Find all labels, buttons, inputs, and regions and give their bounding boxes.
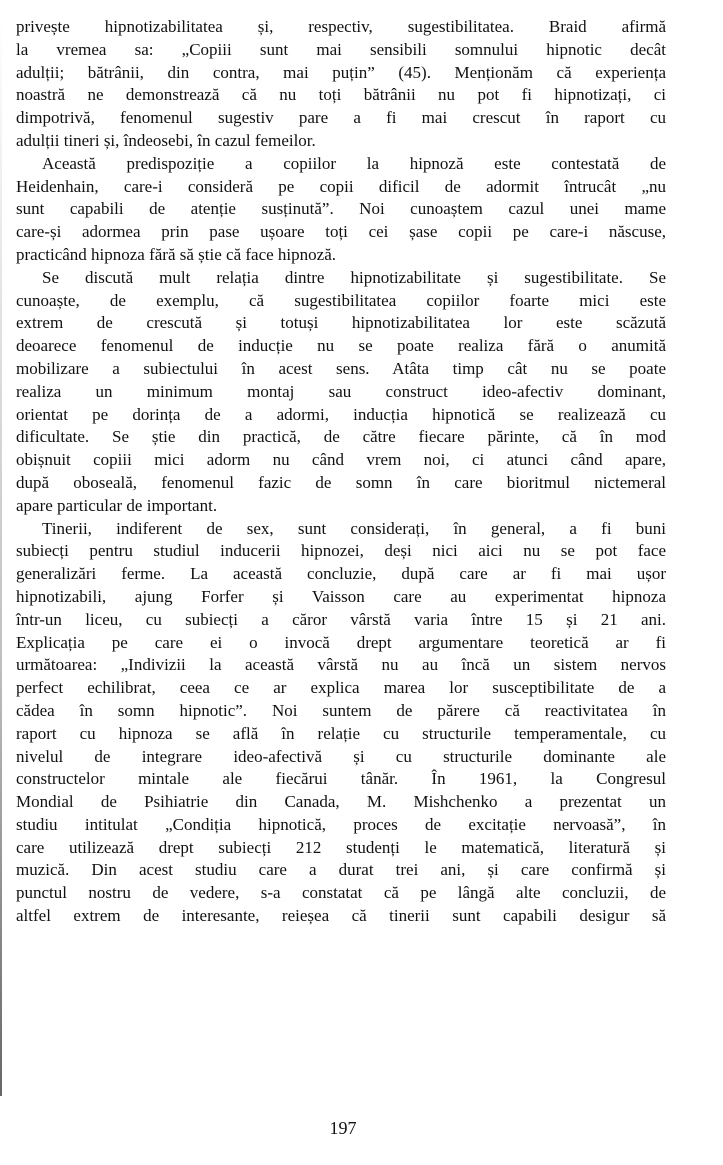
text-line: Tinerii, indiferent de sex, sunt considerați, în general, a fi buni xyxy=(42,518,666,538)
text-line: Heidenhain, care-i consideră pe copii dificil de adormit întrucât „nu xyxy=(16,176,666,196)
text-line: dimpotrivă, fenomenul sugestiv pare a fi mai crescut în raport cu xyxy=(16,108,666,128)
text-line: punctul nostru de vedere, s-a constatat că pe lângă alte concluzii, de xyxy=(16,883,666,903)
text-line: Explicația pe care ei o invocă drept argumentare teoretică ar fi xyxy=(16,632,666,652)
text-line: cunoaște, de exemplu, că sugestibilitatea copiilor foarte mici este xyxy=(16,290,666,310)
paragraph-1 xyxy=(16,16,666,153)
text-line: subiecți pentru studiul inducerii hipnozei, deși nici aici nu se pot face xyxy=(16,541,666,561)
text-line: studiu intitulat „Condiția hipnotică, proces de excitație nervoasă”, în xyxy=(16,814,666,834)
text-line: într-un liceu, cu subiecți a căror vârstă varia între 15 și 21 ani. xyxy=(16,609,666,629)
scan-edge-shadow xyxy=(0,16,2,1096)
body-text xyxy=(16,16,666,928)
text-line: după oboseală, fenomenul fazic de somn în care bioritmul nictemeral xyxy=(16,472,666,492)
paragraph-2 xyxy=(16,153,666,267)
text-line: Se discută mult relația dintre hipnotizabilitate și sugestibilitate. Se xyxy=(42,267,666,287)
text-line: raport cu hipnoza se află în relație cu structurile temperamentale, cu xyxy=(16,723,666,743)
text-line: Această predispoziție a copiilor la hipnoză este contestată de xyxy=(42,153,666,173)
text-line: nivelul de integrare ideo-afectivă și cu structurile dominante ale xyxy=(16,746,666,766)
text-line: hipnotizabili, ajung Forfer și Vaisson care au experimentat hipnoza xyxy=(16,586,666,606)
text-line: altfel extrem de interesante, reieșea că tinerii sunt capabili desigur să xyxy=(16,906,666,926)
text-line: obișnuit copiii mici adorm nu când vrem noi, ci atunci când apare, xyxy=(16,450,666,470)
paragraph-4 xyxy=(16,518,666,928)
text-line: apare particular de important. xyxy=(16,495,218,515)
text-line: dificultate. Se știe din practică, de către fiecare părinte, că în mod xyxy=(16,427,666,447)
text-line: deoarece fenomenul de inducție nu se poate realiza fără o anumită xyxy=(16,336,666,356)
text-line: următoarea: „Indivizii la această vârstă nu au încă un sistem nervos xyxy=(16,655,666,675)
text-line: perfect echilibrat, ceea ce ar explica marea lor susceptibilitate de a xyxy=(16,678,666,698)
text-line: orientat pe dorința de a adormi, inducția hipnotică se realizează cu xyxy=(16,404,666,424)
text-line: adulții; bătrânii, din contra, mai puțin” (45). Menționăm că experiența xyxy=(16,62,666,82)
text-line: sunt capabili de atenție susținută”. Noi cunoaștem cazul unei mame xyxy=(16,199,666,219)
text-line: generalizări ferme. La această concluzie, după care ar fi mai ușor xyxy=(16,564,666,584)
text-line: adulții tineri și, îndeosebi, în cazul femeilor. xyxy=(16,130,316,150)
text-line: care-și adormea prin pase ușoare toți cei șase copii pe care-i născuse, xyxy=(16,222,666,242)
text-line: noastră ne demonstrează că nu toți bătrânii nu pot fi hipnotizați, ci xyxy=(16,85,666,105)
text-line: muzică. Din acest studiu care a durat trei ani, și care confirmă și xyxy=(16,860,666,880)
text-line: la vremea sa: „Copiii sunt mai sensibili somnului hipnotic decât xyxy=(16,39,666,59)
text-line: realiza un minimum montaj sau construct ideo-afectiv dominant, xyxy=(16,381,666,401)
text-line: care utilizează drept subiecți 212 studenți le matematică, literatură și xyxy=(16,837,666,857)
text-line: privește hipnotizabilitatea și, respectiv, sugestibilitatea. Braid afirmă xyxy=(16,17,666,36)
text-line: mobilizare a subiectului în acest sens. Atâta timp cât nu se poate xyxy=(16,358,666,378)
text-line: Mondial de Psihiatrie din Canada, M. Mishchenko a prezentat un xyxy=(16,792,666,812)
paragraph-3 xyxy=(16,267,666,518)
text-line: cădea în somn hipnotic”. Noi suntem de părere că reactivitatea în xyxy=(16,700,666,720)
text-line: extrem de crescută și totuși hipnotizabilitatea lor este scăzută xyxy=(16,313,666,333)
text-line: constructelor mintale ale fiecărui tânăr. În 1961, la Congresul xyxy=(16,769,666,789)
text-line: practicând hipnoza fără să știe că face hipnoză. xyxy=(16,244,336,264)
page-number: 197 xyxy=(329,1118,357,1138)
